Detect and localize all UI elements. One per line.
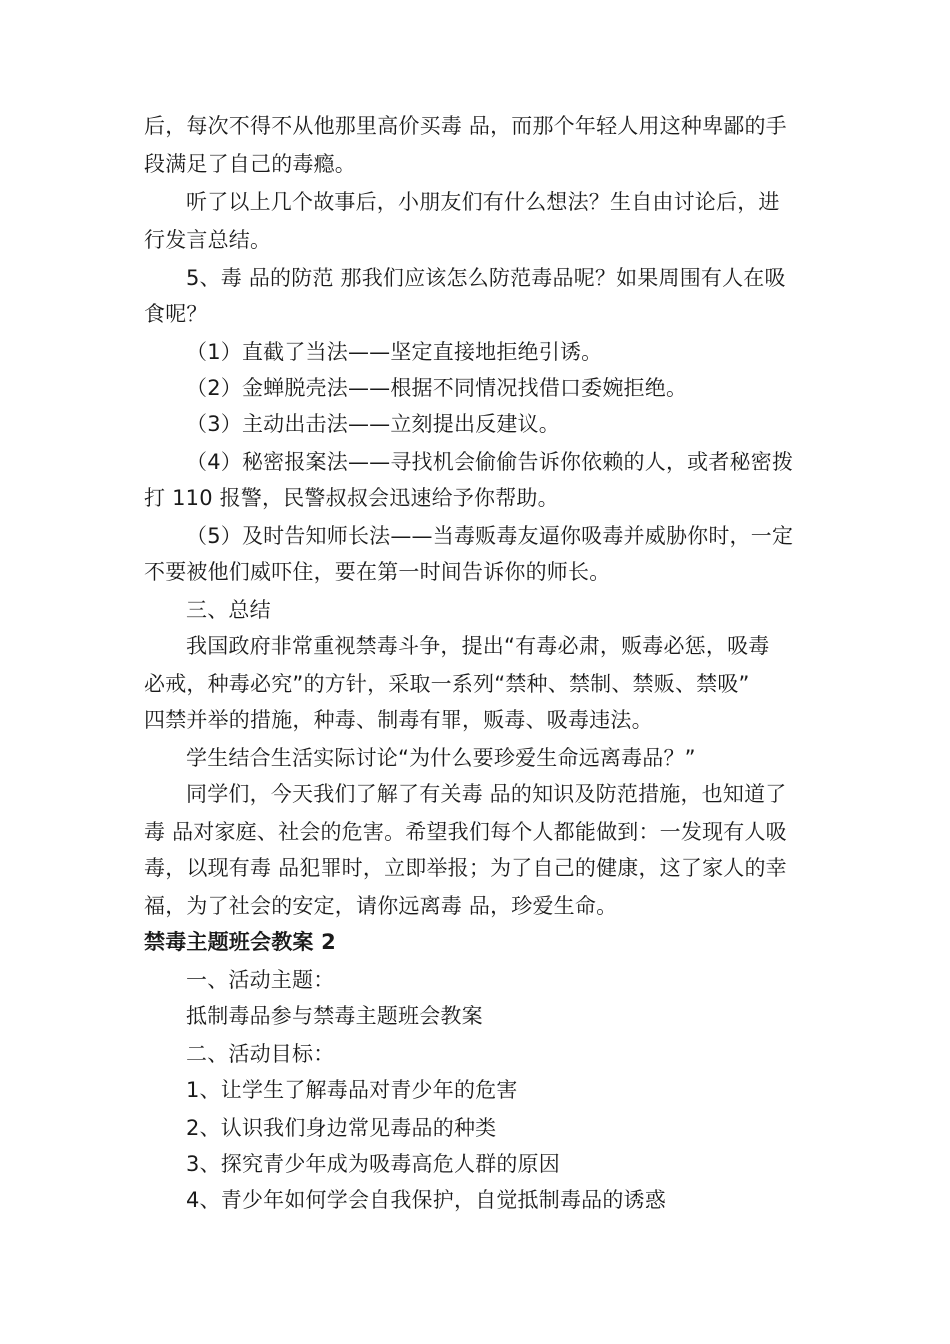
- list-item: 1、让学生了解毒品对青少年的危害: [186, 1078, 518, 1102]
- list-item: 2、认识我们身边常见毒品的种类: [186, 1116, 497, 1140]
- paragraph-line: 抵制毒品参与禁毒主题班会教案: [186, 1004, 483, 1028]
- list-item: （2）金蝉脱壳法——根据不同情况找借口委婉拒绝。: [186, 376, 688, 400]
- paragraph-line: 学生结合生活实际讨论“为什么要珍爱生命远离毒品？”: [186, 746, 696, 770]
- paragraph-line: 听了以上几个故事后，小朋友们有什么想法？生自由讨论后，进: [186, 190, 780, 214]
- paragraph-line: 必戒，种毒必究”的方针，采取一系列“禁种、禁制、禁贩、禁吸”: [144, 672, 750, 696]
- list-item: （4）秘密报案法——寻找机会偷偷告诉你依赖的人，或者秘密拨: [186, 450, 794, 474]
- list-item: （1）直截了当法——坚定直接地拒绝引诱。: [186, 340, 603, 364]
- paragraph-line: 行发言总结。: [144, 228, 272, 252]
- paragraph-line: 福，为了社会的安定，请你远离毒 品，珍爱生命。: [144, 894, 618, 918]
- paragraph-line: 后，每次不得不从他那里高价买毒 品，而那个年轻人用这种卑鄙的手: [144, 114, 787, 138]
- list-item: 4、青少年如何学会自我保护，自觉抵制毒品的诱惑: [186, 1188, 666, 1212]
- paragraph-line: 不要被他们威吓住，要在第一时间告诉你的师长。: [144, 560, 611, 584]
- paragraph-line: 毒 品对家庭、社会的危害。希望我们每个人都能做到：一发现有人吸: [144, 820, 787, 844]
- section-heading: 三、总结: [186, 598, 271, 622]
- document-title: 禁毒主题班会教案 2: [144, 930, 336, 954]
- paragraph-line: 毒，以现有毒 品犯罪时，立即举报；为了自己的健康，这了家人的幸: [144, 856, 787, 880]
- paragraph-line: 段满足了自己的毒瘾。: [144, 152, 356, 176]
- list-item: （3）主动出击法——立刻提出反建议。: [186, 412, 560, 436]
- paragraph-line: 四禁并举的措施，种毒、制毒有罪，贩毒、吸毒违法。: [144, 708, 653, 732]
- paragraph-line: 我国政府非常重视禁毒斗争，提出“有毒必肃，贩毒必惩，吸毒: [186, 634, 770, 658]
- paragraph-line: 打 110 报警，民警叔叔会迅速给予你帮助。: [144, 486, 559, 510]
- paragraph-line: 同学们，今天我们了解了有关毒 品的知识及防范措施，也知道了: [186, 782, 787, 806]
- list-item: （5）及时告知师长法——当毒贩毒友逼你吸毒并威胁你时，一定: [186, 524, 794, 548]
- section-heading: 一、活动主题：: [186, 968, 335, 992]
- section-heading: 二、活动目标：: [186, 1042, 335, 1066]
- paragraph-line: 食呢？: [144, 302, 208, 326]
- list-item: 3、探究青少年成为吸毒高危人群的原因: [186, 1152, 560, 1176]
- section-heading: 5、毒 品的防范 那我们应该怎么防范毒品呢？如果周围有人在吸: [186, 266, 786, 290]
